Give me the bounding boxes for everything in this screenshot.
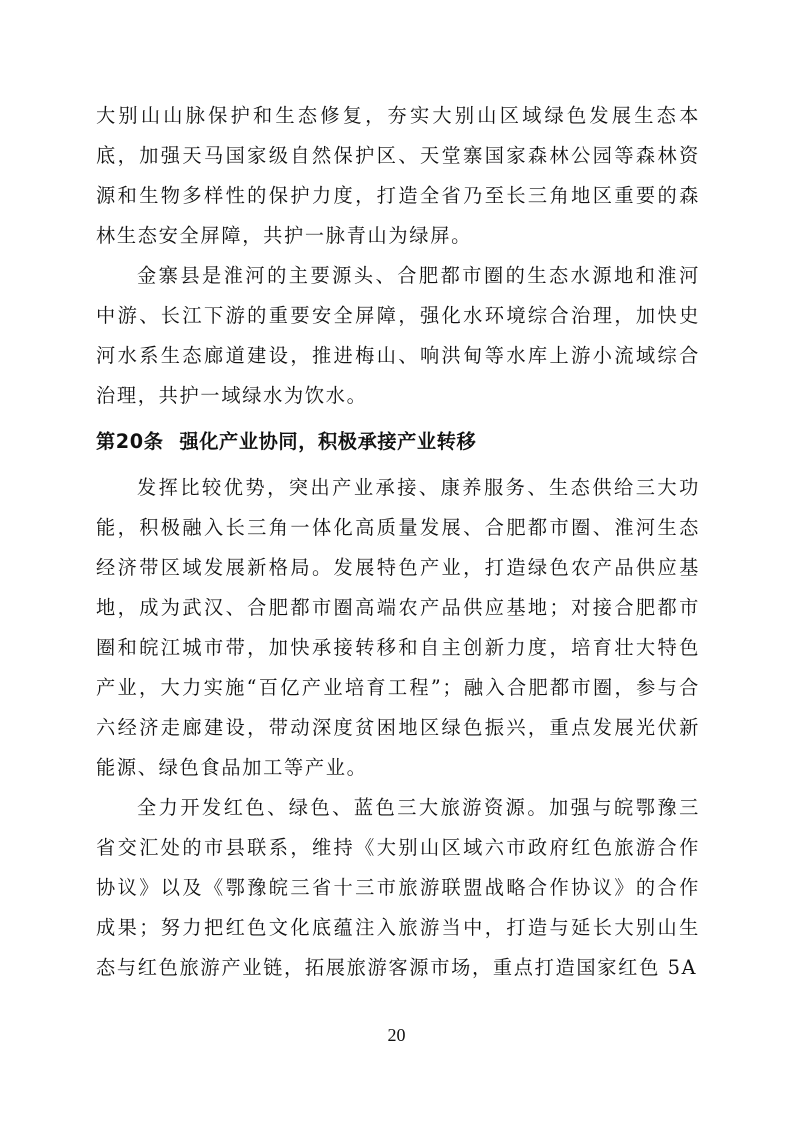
paragraph-industry: 发挥比较优势，突出产业承接、康养服务、生态供给三大功能，积极融入长三角一体化高质量发展、合肥都市圈、淮河生态经济带区域发展新格局。发展特色产业，打造绿色农产品供应基地，成为武汉、合肥都市圈高端农产品供应基地；对接合肥都市圈和皖江城市带，加快承接转移和自主创新力度，培育壮大特色产业，大力实施“百亿产业培育工程”；融入合肥都市圈，参与合六经济走廊建设，带动深度贫困地区绿色振兴，重点发展光伏新能源、绿色食品加工等产业。 xyxy=(96,476,700,779)
page-number: 20 xyxy=(387,1025,406,1045)
page-body xyxy=(96,96,700,988)
paragraph-ecology-mountain: 大别山山脉保护和生态修复，夯实大别山区域绿色发展生态本底，加强天马国家级自然保护区、天堂寨国家森林公园等森林资源和生物多样性的保护力度，打造全省乃至长三角地区重要的森林生态安全屏障，共护一脉青山为绿屏。 xyxy=(96,104,700,247)
article-title: 强化产业协同，积极承接产业转移 xyxy=(179,430,477,453)
paragraph-tourism: 全力开发红色、绿色、蓝色三大旅游资源。加强与皖鄂豫三省交汇处的市县联系，维持《大别山区域六市政府红色旅游合作协议》以及《鄂豫皖三省十三市旅游联盟战略合作协议》的合作成果；努力把红色文化底蕴注入旅游当中，打造与延长大别山生态与红色旅游产业链，拓展旅游客源市场，重点打造国家红色 5A xyxy=(96,796,700,979)
article-number: 第20条 xyxy=(96,430,164,453)
paragraph-ecology-water: 金寨县是淮河的主要源头、合肥都市圈的生态水源地和淮河中游、长江下游的重要安全屏障，强化水环境综合治理，加快史河水系生态廊道建设，推进梅山、响洪甸等水库上游小流域综合治理，共护一域绿水为饮水。 xyxy=(96,264,700,407)
article-heading xyxy=(96,422,700,462)
